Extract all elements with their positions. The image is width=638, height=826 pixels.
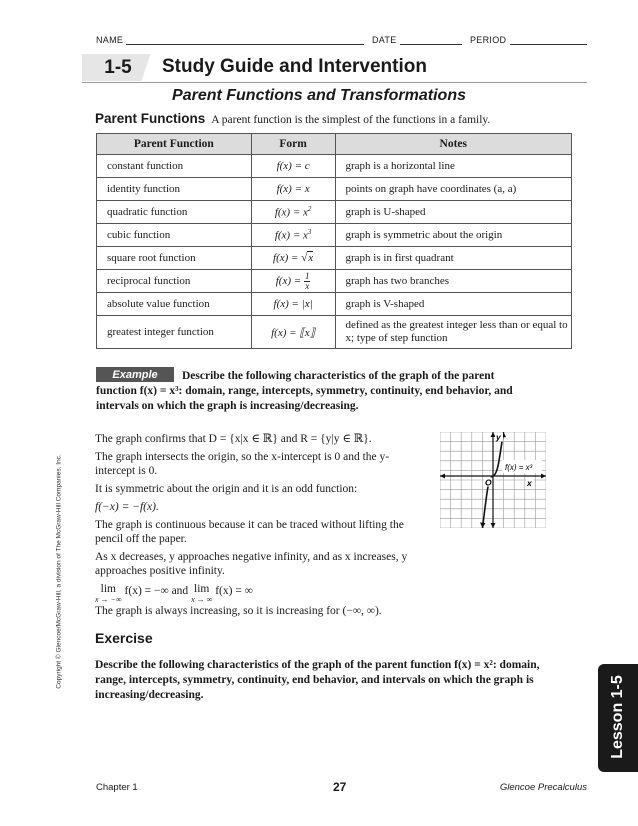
function-form: f(x) = c <box>251 155 335 178</box>
title-divider <box>82 82 587 83</box>
example-continuity: The graph is continuous because it can be traced without lifting the pencil off the paper. <box>95 519 404 545</box>
form-base: f(x) = x <box>274 206 308 219</box>
curve-label: f(x) = x³ <box>505 463 533 472</box>
function-form: f(x) = x <box>251 178 335 201</box>
example-tag: Example <box>96 367 174 382</box>
form-base: f(x) = x <box>274 229 308 242</box>
function-form: f(x) = ⟦x⟧ <box>251 316 335 349</box>
footer-book-title: Glencoe Precalculus <box>499 782 587 793</box>
example-limits <box>95 584 455 604</box>
function-form <box>251 270 335 293</box>
limit-conjunction: and <box>171 585 189 597</box>
date-field[interactable] <box>400 44 462 45</box>
function-form: f(x) = |x| <box>251 293 335 316</box>
cubic-function-graph <box>440 432 546 528</box>
function-name: greatest integer function <box>97 316 252 349</box>
function-name: reciprocal function <box>97 270 252 293</box>
radical-sign: √ <box>301 252 308 264</box>
date-label: DATE <box>372 35 397 45</box>
function-notes: graph is U-shaped <box>335 201 571 224</box>
function-notes: graph is in first quadrant <box>335 247 571 270</box>
side-copyright: Copyright © Glencoe/McGraw-Hill, a division of The McGraw-Hill Companies, Inc. <box>55 454 63 689</box>
curve-arrow-bottom <box>480 523 486 529</box>
footer-chapter: Chapter 1 <box>96 782 138 793</box>
table-row <box>97 224 572 247</box>
exercise-heading: Exercise <box>95 630 153 646</box>
function-notes: graph is a horizontal line <box>335 155 571 178</box>
example-symmetry: It is symmetric about the origin and it is an odd function: <box>95 483 358 495</box>
lesson-tab-label: Lesson 1-5 <box>609 675 626 759</box>
period-field[interactable] <box>510 44 587 45</box>
page-subtitle: Parent Functions and Transformations <box>172 87 466 104</box>
period-label: PERIOD <box>470 35 507 45</box>
function-notes: graph is symmetric about the origin <box>335 224 571 247</box>
limit-expression <box>191 584 212 604</box>
parent-functions-intro <box>95 111 490 126</box>
limit-subscript: x → ∞ <box>191 595 213 604</box>
function-form <box>251 224 335 247</box>
form-base: f(x) = <box>275 274 304 287</box>
exercise-prompt: Describe the following characteristics of the graph of the parent function f(x) = x²: domain, range, intercepts, symmetry, continuity, end behavior, and intervals on which the graph is increasing/decreasing. <box>95 659 540 701</box>
parent-functions-heading: Parent Functions <box>95 111 206 126</box>
table-row <box>97 178 572 201</box>
example-end-behavior: As x decreases, y approaches negative infinity, and as x increases, y approaches positive infinity. <box>95 551 408 577</box>
function-name: identity function <box>97 178 252 201</box>
example-prompt-text: Describe the following characteristics of the graph of the parent function f(x) = x³: domain, range, intercepts, symmetry, continuity, end behavior, and intervals on which the graph is increasing/decreasing. <box>96 370 513 412</box>
y-axis-label: y <box>496 432 501 442</box>
limit-value: f(x) = −∞ <box>124 585 169 597</box>
parent-functions-table <box>96 133 572 349</box>
table-header-row <box>97 134 572 155</box>
form-base: f(x) = <box>273 252 302 264</box>
example-intercepts: The graph intersects the origin, so the x-intercept is 0 and the y-intercept is 0. <box>95 451 390 477</box>
table-row <box>97 201 572 224</box>
table-row <box>97 247 572 270</box>
limit-word: lim <box>194 583 210 595</box>
parent-functions-intro-text: A parent function is the simplest of the functions in a family. <box>211 114 491 126</box>
limit-word: lim <box>100 583 116 595</box>
denominator: x <box>305 280 310 291</box>
name-field[interactable] <box>126 44 364 45</box>
column-header: Parent Function <box>97 134 252 155</box>
function-name: cubic function <box>97 224 252 247</box>
function-notes: graph has two branches <box>335 270 571 293</box>
example-increasing: The graph is always increasing, so it is increasing for (−∞, ∞). <box>95 605 382 617</box>
example-domain-range: The graph confirms that D = {x|x ∈ ℝ} and R = {y|y ∈ ℝ}. <box>95 433 372 445</box>
numerator: 1 <box>304 270 310 281</box>
function-name: square root function <box>97 247 252 270</box>
lesson-number-badge: 1-5 <box>82 54 154 81</box>
limit-expression <box>95 584 122 604</box>
footer-page-number: 27 <box>333 780 347 794</box>
example-odd-identity: f(−x) = −f(x). <box>95 501 159 513</box>
x-axis-label: x <box>527 478 532 488</box>
form-exponent: 3 <box>307 228 312 237</box>
function-notes: defined as the greatest integer less than or equal to x; type of step function <box>335 316 571 349</box>
limit-subscript: x → −∞ <box>95 595 122 604</box>
function-notes: points on graph have coordinates (a, a) <box>335 178 571 201</box>
function-name: quadratic function <box>97 201 252 224</box>
page-title: Study Guide and Intervention <box>162 56 427 77</box>
radicand: x <box>308 252 314 264</box>
table-row <box>97 293 572 316</box>
column-header: Form <box>251 134 335 155</box>
fraction <box>304 272 311 291</box>
function-name: constant function <box>97 155 252 178</box>
origin-label: O <box>485 477 492 488</box>
function-name: absolute value function <box>97 293 252 316</box>
form-exponent: 2 <box>307 205 312 214</box>
table-row <box>97 155 572 178</box>
name-label: NAME <box>96 35 124 45</box>
table-row <box>97 270 572 293</box>
limit-value: f(x) = ∞ <box>215 585 253 597</box>
function-form <box>251 201 335 224</box>
lesson-tab <box>598 664 638 772</box>
column-header: Notes <box>335 134 571 155</box>
function-form <box>251 247 335 270</box>
function-notes: graph is V-shaped <box>335 293 571 316</box>
table-row <box>97 316 572 349</box>
